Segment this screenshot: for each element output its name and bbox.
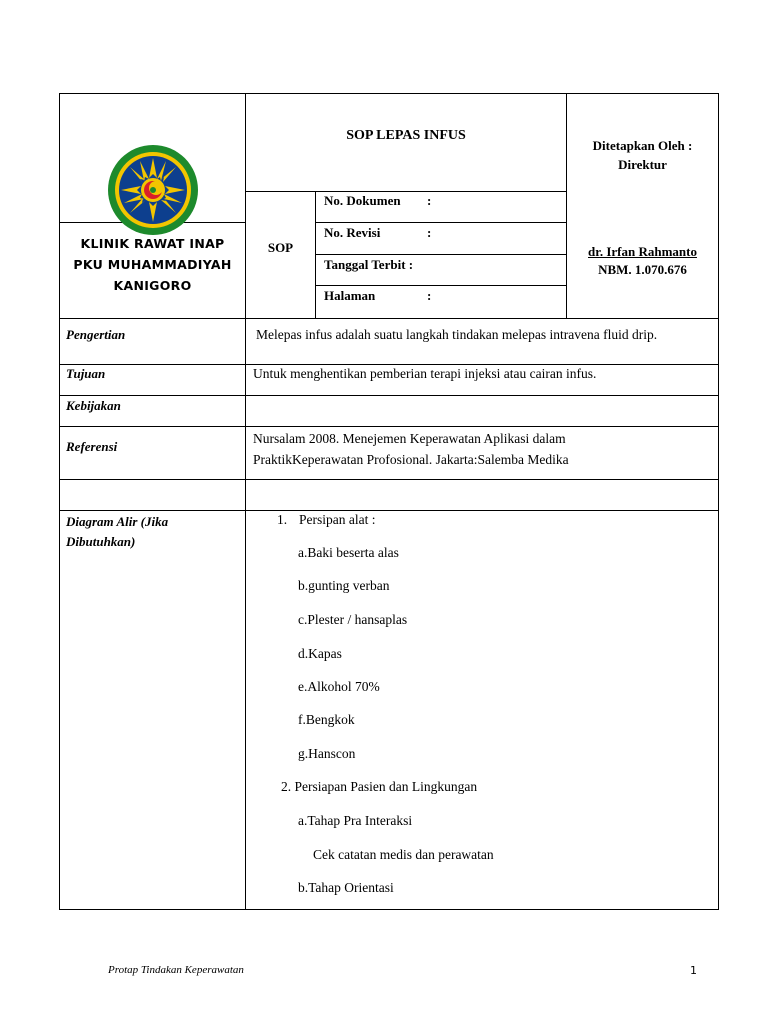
- doc-field-sep: :: [427, 193, 432, 208]
- clinic-name: [60, 233, 245, 296]
- pengertian-text: Melepas infus adalah suatu langkah tindakan melepas intravena fluid drip.: [256, 327, 658, 342]
- referensi-line2: PraktikKeperawatan Profosional. Jakarta:Salemba Medika: [253, 452, 569, 467]
- procedure-item-1: Persipan alat :: [299, 512, 376, 527]
- doc-field-tanggal-terbit: [324, 257, 564, 273]
- referensi-label: Referensi: [66, 439, 118, 454]
- tool-item: c.Plester / hansaplas: [298, 612, 408, 627]
- tool-item: f.Bengkok: [298, 712, 355, 727]
- stage-b: b.Tahap Orientasi: [298, 880, 394, 895]
- procedure-item-1-number: 1.: [277, 512, 288, 527]
- doc-field-label: No. Revisi: [324, 225, 381, 240]
- doc-field-sep: :: [427, 288, 432, 303]
- diagram-label-line2: Dibutuhkan): [66, 534, 136, 549]
- doc-field-no-dokumen: [324, 193, 564, 209]
- document-title: SOP LEPAS INFUS: [346, 128, 466, 143]
- sop-label: SOP: [267, 240, 294, 255]
- footer-page-number: 1: [690, 964, 697, 977]
- diagram-label: [66, 512, 168, 552]
- kebijakan-label: Kebijakan: [66, 398, 121, 413]
- doc-field-label: Halaman: [324, 288, 376, 303]
- approved-by-line1: Ditetapkan Oleh :: [592, 138, 693, 153]
- footer-title: Protap Tindakan Keperawatan: [108, 964, 244, 976]
- approved-by-line2: Direktur: [618, 157, 667, 172]
- director-block: [567, 243, 718, 279]
- tool-item: a.Baki beserta alas: [298, 545, 399, 560]
- tool-item: e.Alkohol 70%: [298, 679, 380, 694]
- approved-by: [567, 136, 718, 174]
- doc-field-sep: :: [427, 225, 432, 240]
- referensi-line1: Nursalam 2008. Menejemen Keperawatan Aplikasi dalam: [253, 431, 566, 446]
- diagram-label-line1: Diagram Alir (Jika: [66, 514, 169, 529]
- clinic-name-line1: KLINIK RAWAT INAP: [80, 236, 225, 251]
- doc-field-label: Tanggal Terbit :: [324, 257, 414, 272]
- tool-item: g.Hanscon: [298, 746, 356, 761]
- doc-field-halaman: [324, 288, 564, 304]
- stage-a-detail: Cek catatan medis dan perawatan: [313, 847, 494, 862]
- doc-field-no-revisi: [324, 225, 564, 241]
- tujuan-text: Untuk menghentikan pemberian terapi injeksi atau cairan infus.: [253, 366, 597, 381]
- referensi-text: [253, 428, 569, 470]
- clinic-name-line2: PKU MUHAMMADIYAH: [73, 257, 232, 272]
- director-nbm: NBM. 1.070.676: [598, 262, 687, 277]
- tool-item: b.gunting verban: [298, 578, 390, 593]
- director-name: dr. Irfan Rahmanto: [588, 244, 697, 259]
- tujuan-label: Tujuan: [66, 366, 106, 381]
- doc-field-label: No. Dokumen: [324, 193, 401, 208]
- clinic-name-line3: KANIGORO: [113, 278, 192, 293]
- tool-item: d.Kapas: [298, 646, 342, 661]
- stage-a: a.Tahap Pra Interaksi: [298, 813, 413, 828]
- pengertian-label: Pengertian: [66, 327, 126, 342]
- muhammadiyah-logo-icon: [107, 144, 199, 236]
- procedure-item-2: 2. Persiapan Pasien dan Lingkungan: [281, 779, 478, 794]
